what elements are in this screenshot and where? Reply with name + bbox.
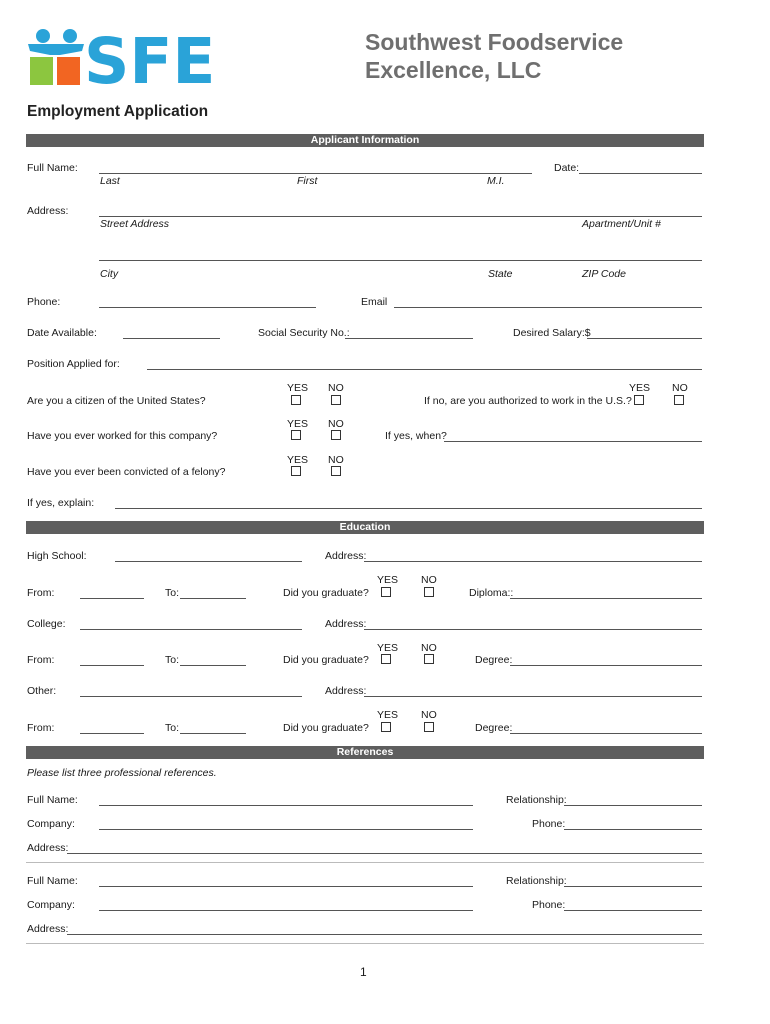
felony-yes-checkbox[interactable] bbox=[291, 466, 301, 476]
state-sublabel: State bbox=[488, 268, 513, 280]
when-label: If yes, when? bbox=[385, 430, 447, 442]
other-no-label: NO bbox=[421, 709, 437, 721]
apt-sublabel: Apartment/Unit # bbox=[582, 218, 661, 230]
college-degree-field[interactable] bbox=[510, 665, 702, 666]
ref2-relationship-label: Relationship: bbox=[506, 875, 567, 887]
ssn-label: Social Security No.: bbox=[258, 327, 350, 339]
college-degree-label: Degree: bbox=[475, 654, 513, 666]
college-yes-label: YES bbox=[377, 642, 399, 654]
diploma-field[interactable] bbox=[510, 598, 702, 599]
ref1-divider bbox=[26, 862, 704, 863]
desired-salary-label: Desired Salary:$ bbox=[513, 327, 591, 339]
other-yes-checkbox[interactable] bbox=[381, 722, 391, 732]
other-degree-label: Degree: bbox=[475, 722, 513, 734]
college-to-field[interactable] bbox=[180, 665, 246, 666]
worked-yes-checkbox[interactable] bbox=[291, 430, 301, 440]
diploma-label: Diploma:: bbox=[469, 587, 514, 599]
street-address-field[interactable] bbox=[99, 216, 702, 217]
college-from-label: From: bbox=[27, 654, 55, 666]
city-state-zip-field[interactable] bbox=[99, 260, 702, 261]
ref2-full-name-label: Full Name: bbox=[27, 875, 78, 887]
ref1-full-name-field[interactable] bbox=[99, 805, 473, 806]
hs-address-field[interactable] bbox=[364, 561, 702, 562]
ref2-company-label: Company: bbox=[27, 899, 75, 911]
address-label: Address: bbox=[27, 205, 69, 217]
explain-field[interactable] bbox=[115, 508, 702, 509]
felony-no-label: NO bbox=[328, 454, 344, 466]
other-label: Other: bbox=[27, 685, 57, 697]
felony-question: Have you ever been convicted of a felony? bbox=[27, 466, 226, 478]
email-field[interactable] bbox=[394, 307, 702, 308]
first-sublabel: First bbox=[297, 175, 318, 187]
company-line-2: Excellence, LLC bbox=[365, 57, 542, 83]
date-label: Date: bbox=[554, 162, 580, 174]
full-name-label: Full Name: bbox=[27, 162, 78, 174]
college-graduate-label: Did you graduate? bbox=[283, 654, 369, 666]
ref2-address-field[interactable] bbox=[67, 934, 702, 935]
hs-to-label: To: bbox=[165, 587, 180, 599]
authorized-question: If no, are you authorized to work in the U.S.? bbox=[424, 395, 632, 407]
other-graduate-label: Did you graduate? bbox=[283, 722, 369, 734]
hs-from-label: From: bbox=[27, 587, 55, 599]
hs-yes-label: YES bbox=[377, 574, 399, 586]
ref1-address-label: Address: bbox=[27, 842, 69, 854]
hs-graduate-label: Did you graduate? bbox=[283, 587, 369, 599]
citizen-question: Are you a citizen of the United States? bbox=[27, 395, 206, 407]
full-name-field[interactable] bbox=[99, 173, 532, 174]
hs-from-field[interactable] bbox=[80, 598, 144, 599]
college-address-label: Address: bbox=[325, 618, 367, 630]
ssn-field[interactable] bbox=[345, 338, 473, 339]
position-field[interactable] bbox=[147, 369, 702, 370]
other-yes-label: YES bbox=[377, 709, 399, 721]
ref2-phone-label: Phone: bbox=[532, 899, 566, 911]
other-to-field[interactable] bbox=[180, 733, 246, 734]
sfe-logo-mark bbox=[26, 27, 221, 87]
hs-yes-checkbox[interactable] bbox=[381, 587, 391, 597]
explain-label: If yes, explain: bbox=[27, 497, 95, 509]
section-title-applicant: Applicant Information bbox=[310, 134, 420, 146]
authorized-yes-label: YES bbox=[629, 382, 651, 394]
college-to-label: To: bbox=[165, 654, 180, 666]
citizen-yes-label: YES bbox=[287, 382, 309, 394]
other-to-label: To: bbox=[165, 722, 180, 734]
ref2-company-field[interactable] bbox=[99, 910, 473, 911]
ref1-full-name-label: Full Name: bbox=[27, 794, 78, 806]
phone-label: Phone: bbox=[27, 296, 61, 308]
college-no-label: NO bbox=[421, 642, 437, 654]
ref1-relationship-field[interactable] bbox=[564, 805, 702, 806]
ref2-full-name-field[interactable] bbox=[99, 886, 473, 887]
section-title-education: Education bbox=[339, 521, 391, 533]
ref1-relationship-label: Relationship: bbox=[506, 794, 567, 806]
ref2-phone-field[interactable] bbox=[564, 910, 702, 911]
ref2-divider bbox=[26, 943, 704, 944]
college-address-field[interactable] bbox=[364, 629, 702, 630]
other-field[interactable] bbox=[80, 696, 302, 697]
ref1-company-field[interactable] bbox=[99, 829, 473, 830]
other-address-field[interactable] bbox=[364, 696, 702, 697]
other-no-checkbox[interactable] bbox=[424, 722, 434, 732]
when-field[interactable] bbox=[444, 441, 702, 442]
other-from-label: From: bbox=[27, 722, 55, 734]
section-bar-education bbox=[26, 521, 704, 534]
authorized-no-label: NO bbox=[672, 382, 688, 394]
phone-field[interactable] bbox=[99, 307, 316, 308]
ref1-phone-field[interactable] bbox=[564, 829, 702, 830]
high-school-label: High School: bbox=[27, 550, 87, 562]
ref1-address-field[interactable] bbox=[67, 853, 702, 854]
ref2-relationship-field[interactable] bbox=[564, 886, 702, 887]
zip-sublabel: ZIP Code bbox=[582, 268, 626, 280]
worked-no-label: NO bbox=[328, 418, 344, 430]
hs-to-field[interactable] bbox=[180, 598, 246, 599]
high-school-field[interactable] bbox=[115, 561, 302, 562]
section-bar-applicant bbox=[26, 134, 704, 147]
citizen-no-label: NO bbox=[328, 382, 344, 394]
citizen-yes-checkbox[interactable] bbox=[291, 395, 301, 405]
authorized-no-checkbox[interactable] bbox=[674, 395, 684, 405]
date-field[interactable] bbox=[579, 173, 702, 174]
ref1-phone-label: Phone: bbox=[532, 818, 566, 830]
other-address-label: Address: bbox=[325, 685, 367, 697]
desired-salary-field[interactable] bbox=[587, 338, 702, 339]
other-degree-field[interactable] bbox=[510, 733, 702, 734]
college-label: College: bbox=[27, 618, 66, 630]
city-sublabel: City bbox=[100, 268, 119, 280]
worked-question: Have you ever worked for this company? bbox=[27, 430, 218, 442]
other-from-field[interactable] bbox=[80, 733, 144, 734]
college-field[interactable] bbox=[80, 629, 302, 630]
ref2-address-label: Address: bbox=[27, 923, 69, 935]
section-bar-references bbox=[26, 746, 704, 759]
college-no-checkbox[interactable] bbox=[424, 654, 434, 664]
street-sublabel: Street Address bbox=[100, 218, 170, 230]
worked-no-checkbox[interactable] bbox=[331, 430, 341, 440]
authorized-yes-checkbox[interactable] bbox=[634, 395, 644, 405]
date-available-label: Date Available: bbox=[27, 327, 97, 339]
form-title: Employment Application bbox=[27, 103, 209, 120]
page-number: 1 bbox=[360, 965, 367, 979]
college-yes-checkbox[interactable] bbox=[381, 654, 391, 664]
hs-address-label: Address: bbox=[325, 550, 367, 562]
sfe-logo bbox=[26, 27, 221, 87]
worked-yes-label: YES bbox=[287, 418, 309, 430]
logo-text: SFE bbox=[84, 27, 216, 87]
felony-no-checkbox[interactable] bbox=[331, 466, 341, 476]
references-instructions: Please list three professional references. bbox=[27, 767, 217, 779]
mi-sublabel: M.I. bbox=[487, 175, 505, 187]
company-line-1: Southwest Foodservice bbox=[365, 29, 624, 55]
position-label: Position Applied for: bbox=[27, 358, 120, 370]
email-label: Email bbox=[361, 296, 388, 308]
last-sublabel: Last bbox=[100, 175, 120, 187]
hs-no-label: NO bbox=[421, 574, 437, 586]
hs-no-checkbox[interactable] bbox=[424, 587, 434, 597]
section-title-references: References bbox=[336, 746, 394, 758]
date-available-field[interactable] bbox=[123, 338, 220, 339]
citizen-no-checkbox[interactable] bbox=[331, 395, 341, 405]
company-name bbox=[365, 28, 623, 84]
college-from-field[interactable] bbox=[80, 665, 144, 666]
ref1-company-label: Company: bbox=[27, 818, 75, 830]
felony-yes-label: YES bbox=[287, 454, 309, 466]
